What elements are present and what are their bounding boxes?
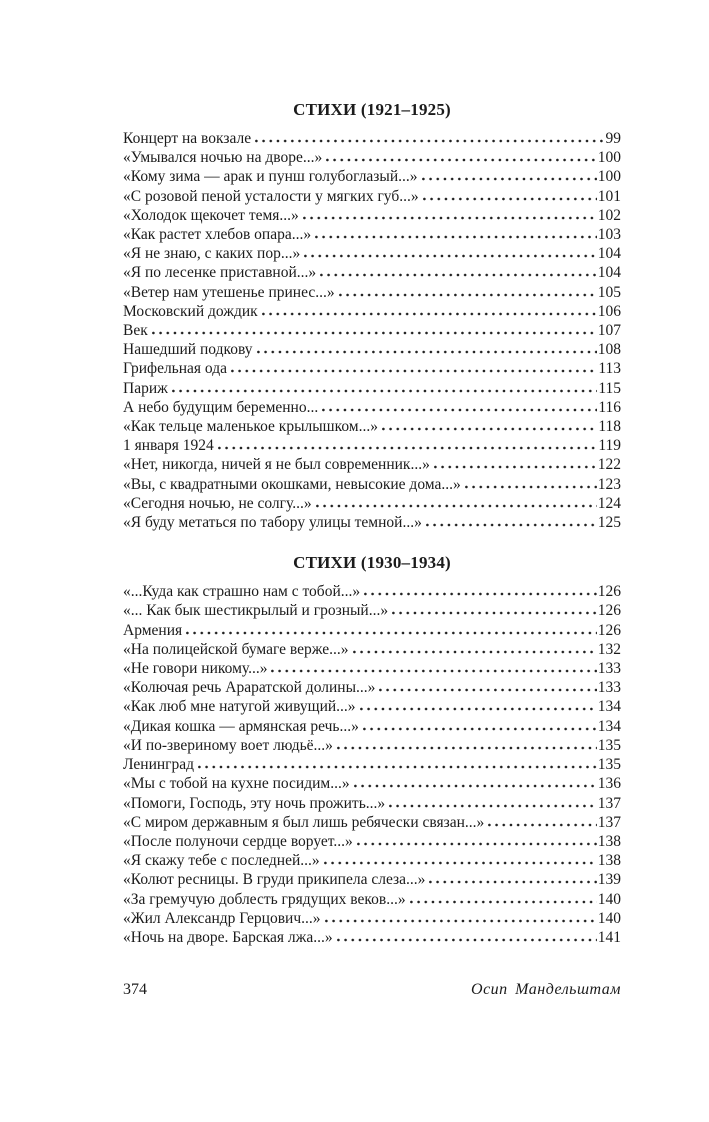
folio-page-number: 374 [123,981,147,998]
dot-leader [325,919,597,923]
toc-entry [123,717,621,736]
toc-section [123,99,621,532]
toc-entry [123,640,621,659]
toc-entry [123,909,621,928]
toc-entry-page-number: 138 [597,832,621,850]
dot-leader [357,842,597,846]
toc-entry [123,928,621,947]
dot-leader [324,861,597,865]
dot-leader [382,427,597,431]
toc-entry-page-number: 124 [597,494,621,512]
toc-entry-title: «Как растет хлебов опара...» [123,226,312,244]
dot-leader [304,254,597,258]
toc-entry [123,582,621,601]
dot-leader [218,446,598,450]
toc-entry-page-number: 135 [597,736,621,754]
running-title-author: Осип Мандельштам [471,981,621,998]
toc-entry [123,283,621,302]
dot-leader [322,408,597,412]
dot-leader [337,746,597,750]
dot-leader [364,592,597,596]
toc-entry-title: «Я скажу тебе с последней...» [123,852,320,870]
toc-entry-title: «Я по лесенке приставной...» [123,264,317,282]
toc-entry-page-number: 122 [597,456,621,474]
toc-entry-title: «Не говори никому...» [123,660,268,678]
toc-entry-page-number: 140 [597,890,621,908]
dot-leader [316,504,597,508]
toc-entry-title: «Я не знаю, с каких пор...» [123,245,301,263]
toc-entry-title: «Холодок щекочет темя...» [123,206,299,224]
toc-entry-page-number: 141 [597,928,621,946]
dot-leader [257,350,597,354]
toc-entry-page-number: 115 [598,379,621,397]
toc-entry [123,601,621,620]
dot-leader [423,197,597,201]
toc-entry-title: «Нет, никогда, ничей я не был современник...» [123,456,430,474]
toc-entry-title: Московский дождик [123,302,258,320]
toc-entry-title: Концерт на вокзале [123,130,252,147]
toc-section [123,552,621,947]
toc-entry [123,302,621,321]
table-of-contents [123,99,621,947]
dot-leader [429,880,596,884]
toc-entry-page-number: 108 [597,341,621,359]
toc-entry [123,813,621,832]
toc-entry-title: «Помоги, Господь, эту ночь прожить...» [123,794,386,812]
toc-entry-page-number: 100 [597,168,621,186]
toc-entry-page-number: 140 [597,909,621,927]
toc-entry-page-number: 106 [597,302,621,320]
toc-entry [123,621,621,640]
toc-entry [123,678,621,697]
toc-entry-page-number: 138 [597,852,621,870]
toc-entry-title: «И по-звериному воет людьё...» [123,736,333,754]
toc-entry [123,697,621,716]
toc-entry [123,167,621,186]
toc-entry-page-number: 125 [597,514,621,532]
toc-entry-title: Ленинград [123,756,195,774]
toc-entry-title: «Колючая речь Араратской долины...» [123,679,376,697]
toc-entry-title: «Умывался ночью на дворе...» [123,149,323,167]
dot-leader [326,158,597,162]
toc-entry-page-number: 132 [597,640,621,658]
toc-entry-page-number: 136 [597,775,621,793]
dot-leader [172,389,597,393]
toc-entry-page-number: 116 [598,398,621,416]
section-heading: СТИХИ (1921–1925) [293,100,451,119]
toc-entry-title: «За гремучую доблесть грядущих веков...» [123,890,406,908]
toc-entry [123,359,621,378]
toc-entry-title: «На полицейской бумаге верже...» [123,640,349,658]
toc-entry-title: «Дикая кошка — армянская речь...» [123,717,359,735]
toc-entry-title: Париж [123,379,168,397]
toc-entry-title: «Как люб мне натугой живущий...» [123,698,356,716]
toc-entry-page-number: 134 [597,698,621,716]
toc-entry-page-number: 126 [597,621,621,639]
dot-leader [392,611,597,615]
toc-entry [123,263,621,282]
toc-entry-title: А небо будущим беременно... [123,398,319,416]
toc-entry-page-number: 133 [597,660,621,678]
toc-entry-page-number: 135 [597,756,621,774]
toc-entry-title: 1 января 1924 [123,437,214,455]
toc-entry [123,870,621,889]
dot-leader [410,900,597,904]
dot-leader [339,293,597,297]
toc-entry [123,321,621,340]
toc-entry-page-number: 104 [597,264,621,282]
toc-entry-title: «... Как бык шестикрылый и грозный...» [123,602,389,620]
toc-entry-title: «Колют ресницы. В груди прикипела слеза...» [123,871,426,889]
toc-entry-title: «Ветер нам утешенье принес...» [123,283,335,301]
dot-leader [255,139,604,143]
toc-entry [123,755,621,774]
toc-entry-page-number: 133 [597,679,621,697]
toc-entry [123,379,621,398]
toc-entry [123,417,621,436]
dot-leader [271,669,596,673]
dot-leader [353,650,597,654]
toc-entry-title: «Вы, с квадратными окошками, невысокие дома...» [123,475,461,493]
toc-entry [123,659,621,678]
toc-entry-page-number: 107 [597,322,621,340]
toc-entry-page-number: 137 [597,813,621,831]
toc-entry-page-number: 100 [597,149,621,167]
toc-entry [123,206,621,225]
toc-entry-page-number: 134 [597,717,621,735]
dot-leader [320,273,597,277]
dot-leader [426,523,597,527]
toc-entry-page-number: 118 [598,418,621,436]
dot-leader [337,938,597,942]
toc-entry-page-number: 139 [597,871,621,889]
dot-leader [262,312,597,316]
toc-entry-page-number: 126 [597,602,621,620]
toc-entry [123,794,621,813]
dot-leader [186,631,597,635]
dot-leader [360,707,597,711]
toc-entry [123,225,621,244]
dot-leader [389,804,597,808]
toc-entry-title: Век [123,322,148,340]
toc-entry [123,340,621,359]
toc-entry [123,494,621,513]
toc-entry-title: «Сегодня ночью, не солгу...» [123,494,312,512]
toc-entry [123,244,621,263]
dot-leader [152,331,597,335]
toc-entry-page-number: 119 [598,437,621,455]
toc-entry [123,774,621,793]
dot-leader [434,465,597,469]
section-heading: СТИХИ (1930–1934) [293,553,451,573]
toc-entry-page-number: 103 [597,226,621,244]
toc-entry [123,890,621,909]
toc-entry-title: «С розовой пеной усталости у мягких губ...» [123,187,419,205]
toc-entry-page-number: 105 [597,283,621,301]
toc-entry-title: Армения [123,621,183,639]
toc-entry-page-number: 102 [597,206,621,224]
toc-entry-title: Нашедший подкову [123,341,253,359]
dot-leader [465,485,597,489]
dot-leader [422,177,597,181]
toc-entry-title: «Жил Александр Герцович...» [123,909,321,927]
toc-entry [123,455,621,474]
toc-entry [123,851,621,870]
toc-entry-page-number: 123 [597,475,621,493]
toc-entry [123,148,621,167]
toc-entry-title: Грифельная ода [123,360,228,378]
toc-entry [123,187,621,206]
dot-leader [315,235,597,239]
toc-entry-title: «С миром державным я был лишь ребячески связан...» [123,813,485,831]
toc-entry-page-number: 99 [605,130,621,147]
toc-entry-title: «Мы с тобой на кухне посидим...» [123,775,350,793]
page-footer [123,980,621,1000]
toc-entry-title: «Кому зима — арак и пунш голубоглазый...» [123,168,418,186]
toc-entry-title: «После полуночи сердце ворует...» [123,832,353,850]
toc-entry-page-number: 101 [597,187,621,205]
dot-leader [363,727,597,731]
toc-entry [123,129,621,148]
dot-leader [488,823,596,827]
toc-entry-title: «Как тельце маленькое крылышком...» [123,418,378,436]
dot-leader [231,369,597,373]
toc-entry-page-number: 137 [597,794,621,812]
dot-leader [379,688,596,692]
toc-entry [123,398,621,417]
toc-entry [123,436,621,455]
dot-leader [354,784,597,788]
toc-entry [123,832,621,851]
toc-entry-page-number: 126 [597,583,621,601]
toc-entry-title: «Ночь на дворе. Барская лжа...» [123,928,333,946]
toc-entry [123,475,621,494]
toc-entry-page-number: 104 [597,245,621,263]
toc-entry [123,513,621,532]
toc-entry-title: «Я буду метаться по табору улицы темной...» [123,514,422,532]
toc-entry-page-number: 113 [598,360,621,378]
dot-leader [303,216,597,220]
toc-entry [123,736,621,755]
toc-entry-title: «...Куда как страшно нам с тобой...» [123,583,361,601]
dot-leader [198,765,597,769]
